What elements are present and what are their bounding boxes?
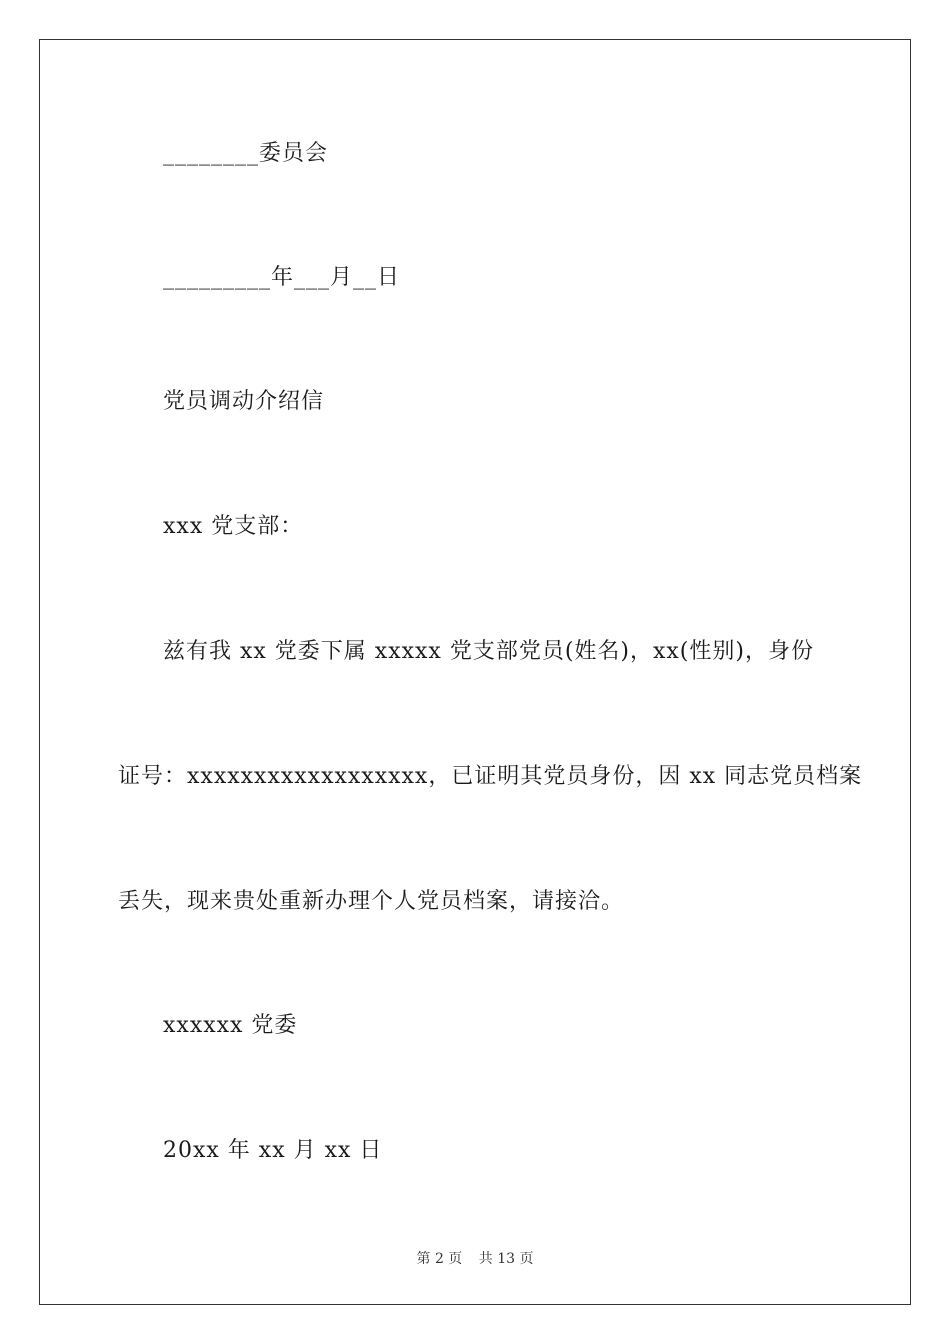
date-blank-line: _________年___月__日 (163, 265, 401, 290)
committee-line: ________委员会 (163, 141, 329, 166)
body-paragraph-line-1: 兹有我 xx 党委下属 xxxxx 党支部党员(姓名)，xx(性别)，身份 (163, 639, 814, 664)
signature-date: 20xx 年 xx 月 xx 日 (163, 1138, 383, 1163)
letter-title: 党员调动介绍信 (163, 389, 325, 414)
salutation: xxx 党支部： (163, 514, 304, 539)
page-number: 第 2 页 (416, 1251, 463, 1267)
page-footer (0, 1248, 950, 1268)
body-paragraph-line-3: 丢失，现来贵处重新办理个人党员档案，请接洽。 (118, 889, 625, 914)
signature-committee: xxxxxx 党委 (163, 1013, 298, 1038)
page-border (39, 39, 911, 1305)
body-paragraph-line-2: 证号：xxxxxxxxxxxxxxxxxx，已证明其党员身份，因 xx 同志党员档案 (118, 764, 863, 789)
page-total: 共 13 页 (478, 1251, 534, 1267)
